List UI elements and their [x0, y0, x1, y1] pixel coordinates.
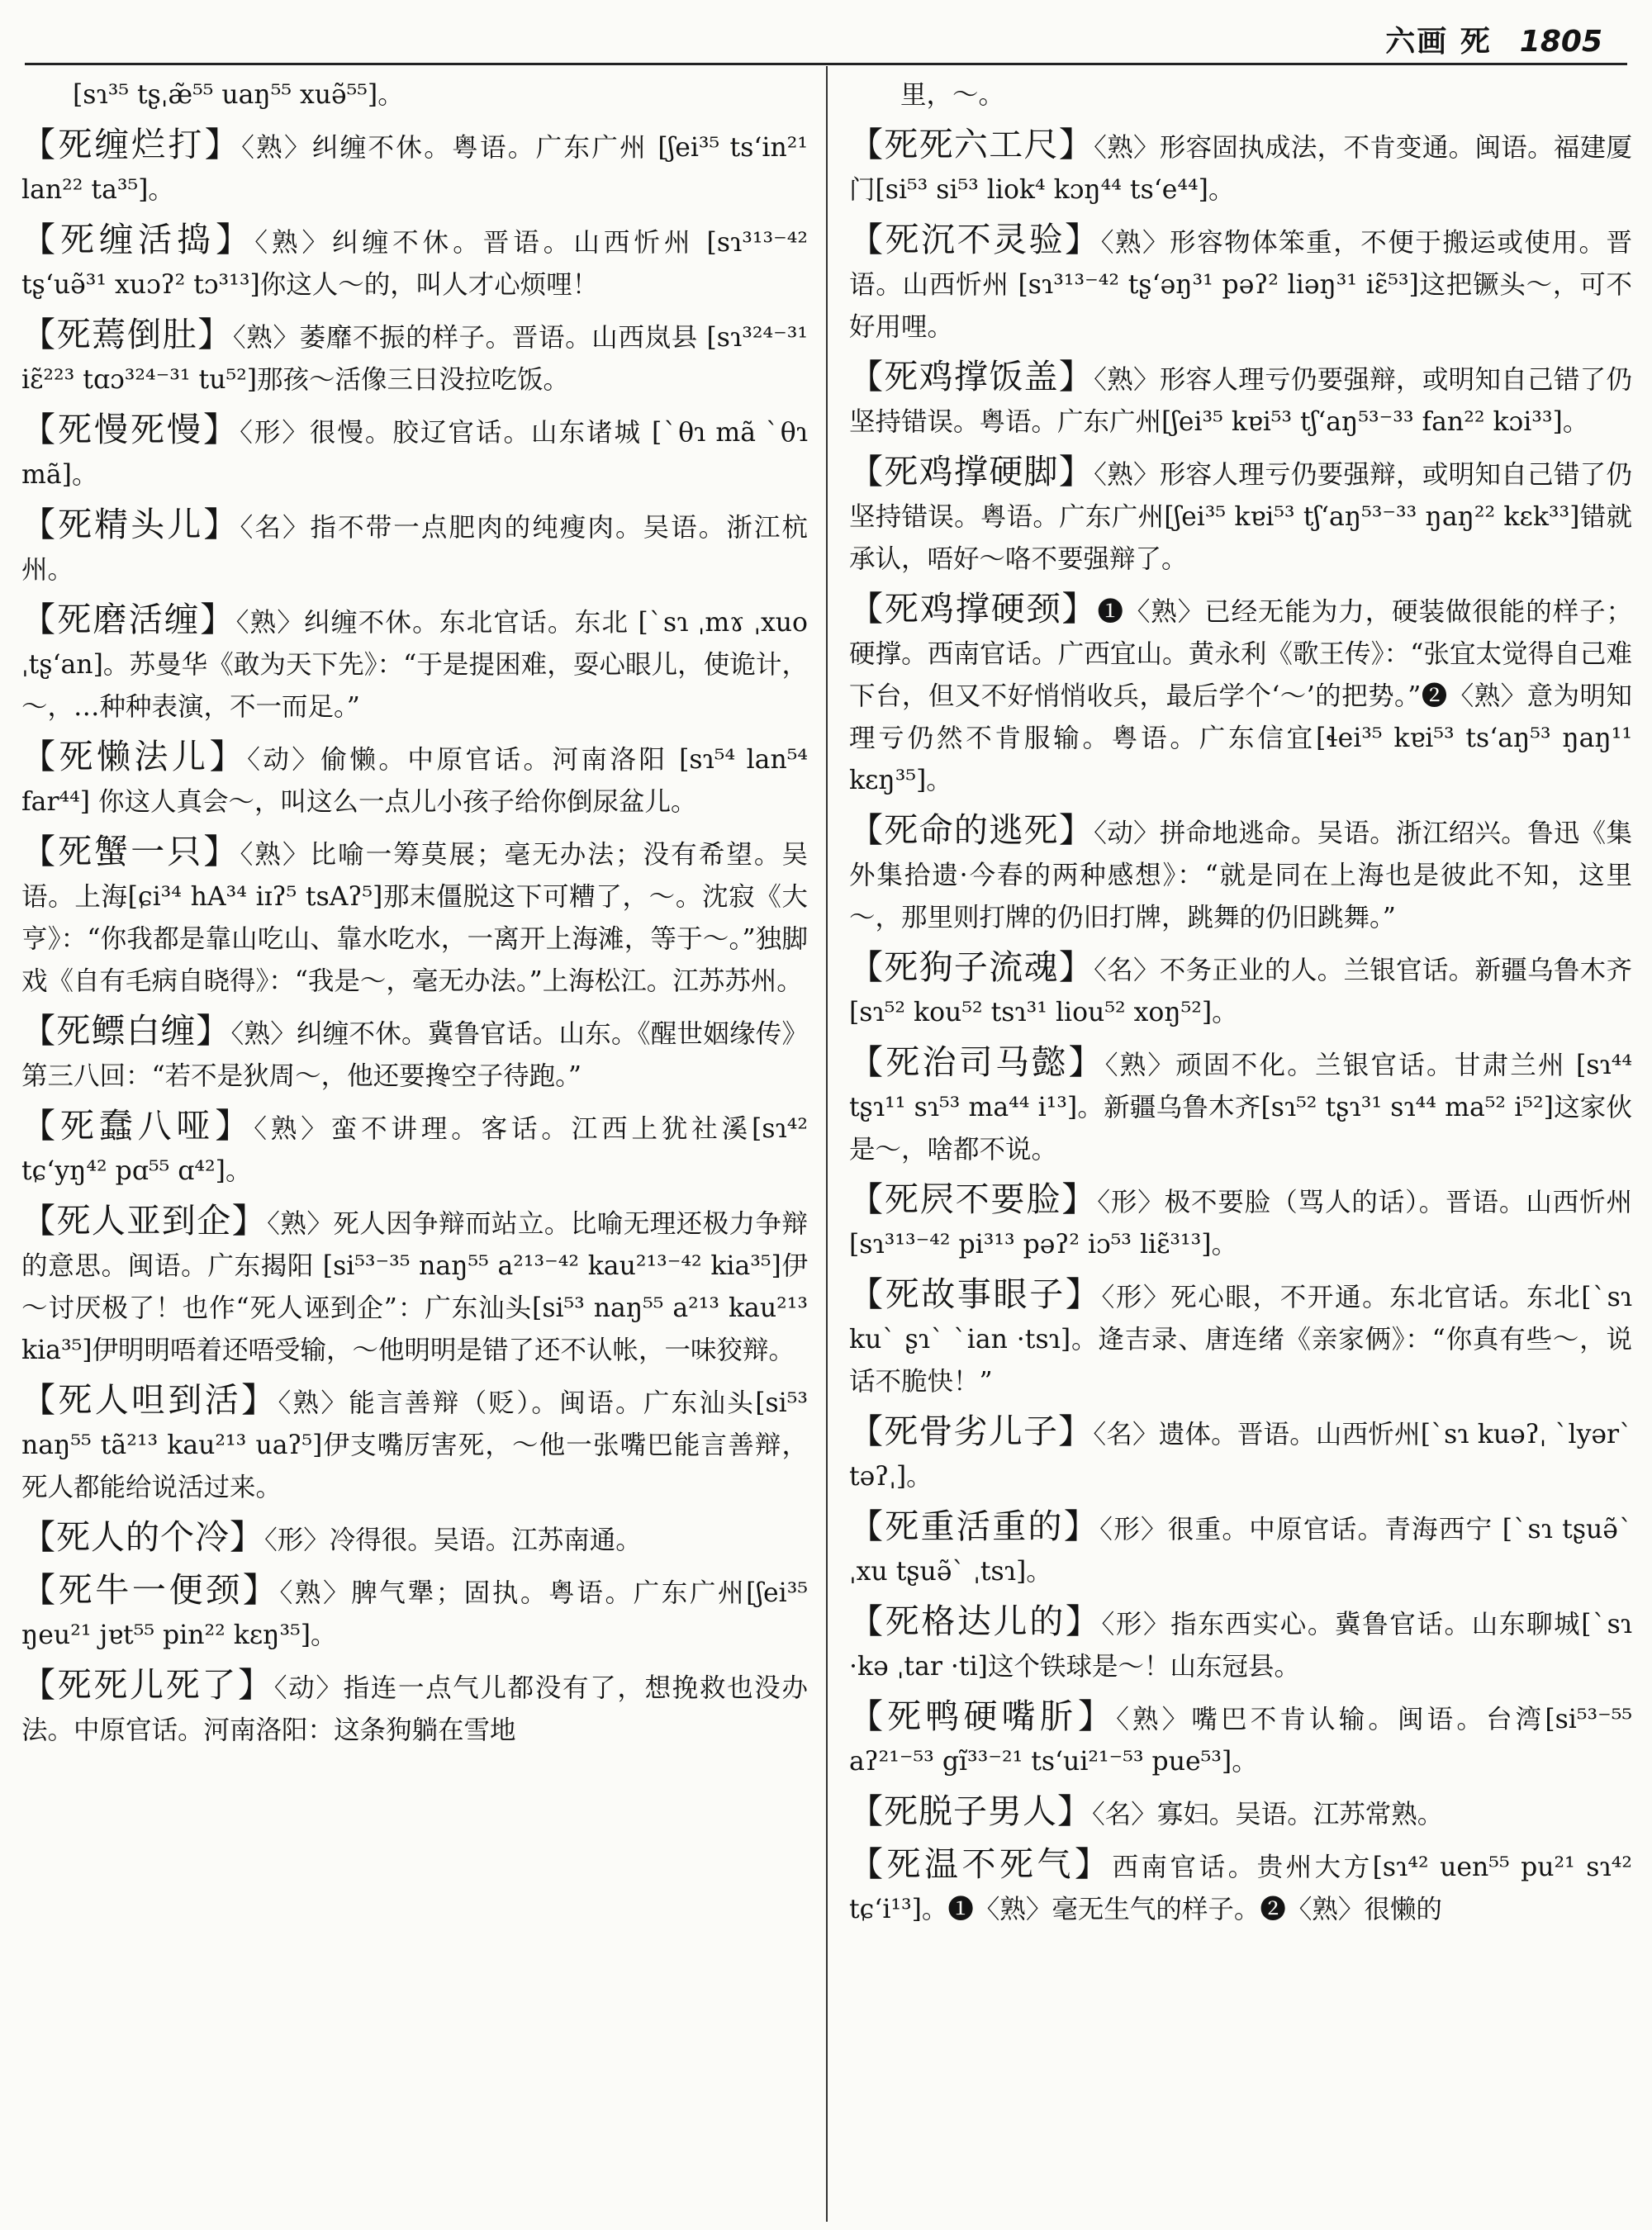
dictionary-entry	[849, 356, 1632, 444]
entry-body: 〈形〉极不要脸（骂人的话）。晋语。山西忻州[sɿ³¹³⁻⁴² pi³¹³ pəʔ² iɔ⁵³ liɛ̃³¹³]。	[849, 1188, 1632, 1260]
dictionary-entry	[849, 71, 1632, 116]
entry-headword: 【死人亚到企】	[21, 1201, 268, 1241]
entry-headword: 【死死儿死了】	[21, 1665, 274, 1705]
dictionary-entry	[21, 1569, 808, 1657]
entry-headword: 【死人的个冷】	[21, 1517, 264, 1557]
dictionary-entry	[849, 947, 1632, 1034]
entry-headword: 【死格达儿的】	[849, 1601, 1102, 1641]
dictionary-entry	[849, 588, 1632, 802]
right-column	[849, 71, 1632, 2225]
entry-body: 〈熟〉嘴巴不肯认输。闽语。台湾[si⁵³⁻⁵⁵ aʔ²¹⁻⁵³ gĩ³³⁻²¹ tsʻui²¹⁻⁵³ pue⁵³]。	[849, 1705, 1632, 1777]
entry-body: 〈熟〉蛮不讲理。客话。江西上犹社溪[sɿ⁴² tɕʻyŋ⁴² pɑ⁵⁵ ɑ⁴²]。	[21, 1114, 808, 1186]
entry-body: 〈名〉指不带一点肥肉的纯瘦肉。吴语。浙江杭州。	[21, 513, 808, 585]
entry-headword: 【死鸭硬嘴肵】	[849, 1696, 1117, 1736]
dictionary-entry	[849, 1411, 1632, 1498]
entry-headword: 【死磨活缠】	[21, 600, 236, 639]
entry-headword: 【死蠢八哑】	[21, 1106, 254, 1146]
entry-headword: 【死屄不要脸】	[849, 1179, 1098, 1219]
entry-body: 〈熟〉形容人理亏仍要强辩，或明知自己错了仍坚持错误。粤语。广东广州[ʃei³⁵ kɐi⁵³ tʃʻaŋ⁵³⁻³³ ŋaŋ²² kɛk³³]错就承认，唔好～咯不要强辩了。	[849, 460, 1632, 574]
dictionary-entry	[849, 219, 1632, 349]
entry-headword: 【死人呾到活】	[21, 1380, 278, 1420]
entry-body: 〈动〉指连一点气儿都没有了，想挽救也没办法。中原官话。河南洛阳：这条狗躺在雪地	[21, 1673, 808, 1745]
entry-body: 〈形〉指东西实心。冀鲁官话。山东聊城[ˋsɿ ·kə ˌtar ·ti]这个铁球是～！山东冠县。	[849, 1610, 1632, 1682]
entry-body: 〈形〉冷得很。吴语。江苏南通。	[264, 1525, 642, 1555]
entry-body: 〈熟〉纠缠不休。晋语。山西忻州 [sɿ³¹³⁻⁴² tʂʻuə̃³¹ xuɔʔ² tɔ³¹³]你这人～的，叫人才心烦哩！	[21, 228, 808, 300]
dictionary-entry	[849, 1041, 1632, 1171]
dictionary-entry	[849, 1843, 1632, 1931]
entry-body: 〈熟〉比喻一筹莫展；毫无办法；没有希望。吴语。上海[ɕi³⁴ hA³⁴ iɪʔ⁵ tsAʔ⁵]那末僵脱这下可糟了，～。沈寂《大亨》：“你我都是靠山吃山、靠水吃水，一离开上海滩，等于～。”独脚戏《自有毛病自晓得》：“我是～，毫无办法。”上海松江。江苏苏州。	[21, 840, 808, 996]
entry-headword: 【死狗子流魂】	[849, 947, 1094, 987]
dictionary-entry	[849, 451, 1632, 581]
entry-body: 〈动〉拼命地逃命。吴语。浙江绍兴。鲁迅《集外集拾遗·今春的两种感想》：“就是同在上海也是彼此不知，这里～，那里则打牌的仍旧打牌，跳舞的仍旧跳舞。”	[849, 818, 1632, 932]
dictionary-entry	[21, 736, 808, 823]
entry-headword: 【死鸡撑饭盖】	[849, 357, 1094, 396]
entry-body: 〈名〉不务正业的人。兰银官话。新疆乌鲁木齐[sɿ⁵² kou⁵² tsɿ³¹ liou⁵² xoŋ⁵²]。	[849, 956, 1632, 1027]
dictionary-entry	[849, 1506, 1632, 1593]
dictionary-entry	[21, 71, 808, 116]
entry-body: 里，～。	[900, 80, 1005, 110]
page-number: 1805	[1519, 25, 1602, 59]
entry-body: [sɿ³⁵ tʂˌæ̃⁵⁵ uaŋ⁵⁵ xuə̃⁵⁵]。	[73, 80, 404, 110]
dictionary-entry	[849, 124, 1632, 211]
entry-body: 〈熟〉脾气犟；固执。粤语。广东广州[ʃei³⁵ ŋeu²¹ jɐt⁵⁵ pin²² kɛŋ³⁵]。	[21, 1578, 808, 1650]
entry-headword: 【死命的逃死】	[849, 810, 1094, 850]
dictionary-entry	[21, 1516, 808, 1562]
entry-body: 〈形〉很重。中原官话。青海西宁 [ˋsɿ tʂuə̃ˋ ˌxu tʂuə̃ˋ ˌtsɿ]。	[849, 1515, 1632, 1587]
entry-body: 〈熟〉形容人理亏仍要强辩，或明知自己错了仍坚持错误。粤语。广东广州[ʃei³⁵ kɐi⁵³ tʃʻaŋ⁵³⁻³³ fan²² kɔi³³]。	[849, 365, 1632, 437]
dictionary-entry	[21, 314, 808, 401]
entry-body: 〈熟〉能言善辩（贬）。闽语。广东汕头[si⁵³ naŋ⁵⁵ tã²¹³ kau²¹³ uaʔ⁵]伊支嘴厉害死，～他一张嘴巴能言善辩，死人都能给说活过来。	[21, 1388, 808, 1502]
entry-body: 〈熟〉形容固执成法，不肯变通。闽语。福建厦门[si⁵³ si⁵³ liok⁴ kɔŋ⁴⁴ tsʻe⁴⁴]。	[849, 133, 1632, 205]
entry-headword: 【死骨劣儿子】	[849, 1412, 1094, 1451]
entry-headword: 【死精头儿】	[21, 505, 240, 544]
entry-body: 〈熟〉纠缠不休。冀鲁官话。山东。《醒世姻缘传》第三八回：“若不是狄周～，他还要搀空子待跑。”	[21, 1019, 808, 1091]
entry-headword: 【死鳔白缠】	[21, 1011, 231, 1051]
entry-body: 〈形〉死心眼，不开通。东北官话。东北[ˋsɿ kuˋ ʂɿˋ ˋian ·tsɿ]。逄吉录、唐连绪《亲家俩》：“你真有些～，说话不脆快！”	[849, 1283, 1632, 1397]
dictionary-entry	[21, 1379, 808, 1509]
page-header	[1385, 18, 1602, 60]
entry-body: 〈名〉寡妇。吴语。江苏常熟。	[1092, 1800, 1444, 1829]
dictionary-entry	[21, 599, 808, 728]
entry-body: 西南官话。贵州大方[sɿ⁴² uen⁵⁵ pu²¹ sɿ⁴² tɕʻi¹³]。❶〈熟〉毫无生气的样子。❷〈熟〉很懒的	[849, 1853, 1632, 1924]
left-column	[21, 71, 808, 2225]
dictionary-entry	[849, 1696, 1632, 1783]
entry-headword: 【死鸡撑硬颈】	[849, 589, 1098, 629]
dictionary-entry	[21, 409, 808, 496]
entry-headword: 【死沉不灵验】	[849, 220, 1101, 259]
dictionary-entry	[21, 1200, 808, 1372]
entry-headword: 【死温不死气】	[849, 1844, 1113, 1884]
dictionary-entry	[21, 504, 808, 591]
entry-body: 〈熟〉萎靡不振的样子。晋语。山西岚县 [sɿ³²⁴⁻³¹ iɛ̃²²³ tɑɔ³²⁴⁻³¹ tu⁵²]那孩～活像三日没拉吃饭。	[21, 323, 808, 395]
entry-body: 〈熟〉顽固不化。兰银官话。甘肃兰州 [sɿ⁴⁴ tʂɿ¹¹ sɿ⁵³ ma⁴⁴ i¹³]。新疆乌鲁木齐[sɿ⁵² tʂɿ³¹ sɿ⁴⁴ ma⁵² i⁵²]这家伙是～，啥都不说。	[849, 1051, 1632, 1165]
header-rule	[25, 63, 1627, 65]
dictionary-entry	[21, 1010, 808, 1098]
dictionary-entry	[21, 1105, 808, 1193]
entry-body: 〈熟〉形容物体笨重，不便于搬运或使用。晋语。山西忻州 [sɿ³¹³⁻⁴² tʂʻəŋ³¹ pəʔ² liəŋ³¹ iɛ̃⁵³]这把镢头～，可不好用哩。	[849, 228, 1632, 342]
entry-headword: 【死缠活捣】	[21, 220, 255, 259]
entry-body: 〈熟〉死人因争辩而站立。比喻无理还极力争辩的意思。闽语。广东揭阳 [si⁵³⁻³⁵ naŋ⁵⁵ a²¹³⁻⁴² kau²¹³⁻⁴² kia³⁵]伊～讨厌极了！也作“死人诬到企”：广东汕头[si⁵³ naŋ⁵⁵ a²¹³ kau²¹³ kia³⁵]伊明明唔着还唔受输，～他明明是错了还不认帐，一味狡辩。	[21, 1209, 808, 1365]
entry-headword: 【死蔫倒肚】	[21, 315, 233, 354]
dictionary-entry	[21, 124, 808, 211]
column-divider	[826, 66, 828, 2222]
entry-headword: 【死缠烂打】	[21, 125, 242, 164]
entry-headword: 【死重活重的】	[849, 1506, 1100, 1546]
entry-headword: 【死牛一便颈】	[21, 1570, 280, 1610]
entry-headword: 【死懒法儿】	[21, 737, 248, 776]
entry-headword: 【死故事眼子】	[849, 1274, 1102, 1314]
entry-headword: 【死死六工尺】	[849, 125, 1094, 164]
entry-body: ❶〈熟〉已经无能为力，硬装做很能的样子；硬撑。西南官话。广西宜山。黄永利《歌王传》：“张宜太觉得自己难下台，但又不好悄悄收兵，最后学个‘～’的把势。”❷〈熟〉意为明知理亏仍然不肯服输。粤语。广东信宜[ɬei³⁵ kɐi⁵³ tsʻaŋ⁵³ ŋaŋ¹¹ kɛŋ³⁵]。	[849, 597, 1632, 795]
dictionary-entry	[849, 1601, 1632, 1688]
entry-headword: 【死脱子男人】	[849, 1791, 1092, 1831]
dictionary-entry	[849, 809, 1632, 939]
entry-headword: 【死治司马懿】	[849, 1042, 1105, 1082]
dictionary-entry	[21, 831, 808, 1003]
dictionary-entry	[21, 1664, 808, 1752]
dictionary-entry	[21, 219, 808, 306]
dictionary-entry	[849, 1179, 1632, 1266]
entry-body: 〈熟〉纠缠不休。粤语。广东广州 [ʃei³⁵ tsʻin²¹ lan²² ta³⁵]。	[21, 133, 808, 205]
entry-headword: 【死慢死慢】	[21, 410, 240, 449]
section-title: 六画 死	[1385, 25, 1492, 59]
entry-headword: 【死鸡撑硬脚】	[849, 452, 1094, 491]
dictionary-entry	[849, 1791, 1632, 1836]
entry-headword: 【死蟹一只】	[21, 832, 240, 871]
entry-body: 〈熟〉纠缠不休。东北官话。东北 [ˋsɿ ˌmɤ ˌxuo ˌtʂʻan]。苏曼华《敢为天下先》：“于是提困难，耍心眼儿，使诡计，～，…种种表演，不一而足。”	[21, 608, 808, 722]
entry-body: 〈形〉很慢。胶辽官话。山东诸城 [ˋθɿ mã ˋθɿ mã]。	[21, 418, 808, 490]
entry-body: 〈名〉遗体。晋语。山西忻州[ˋsɿ kuəʔˌ ˋlyərˋ təʔˌ]。	[849, 1420, 1632, 1492]
entry-body: 〈动〉偷懒。中原官话。河南洛阳 [sɿ⁵⁴ lan⁵⁴ far⁴⁴] 你这人真会～，叫这么一点儿小孩子给你倒尿盆儿。	[21, 745, 808, 817]
dictionary-entry	[849, 1274, 1632, 1403]
